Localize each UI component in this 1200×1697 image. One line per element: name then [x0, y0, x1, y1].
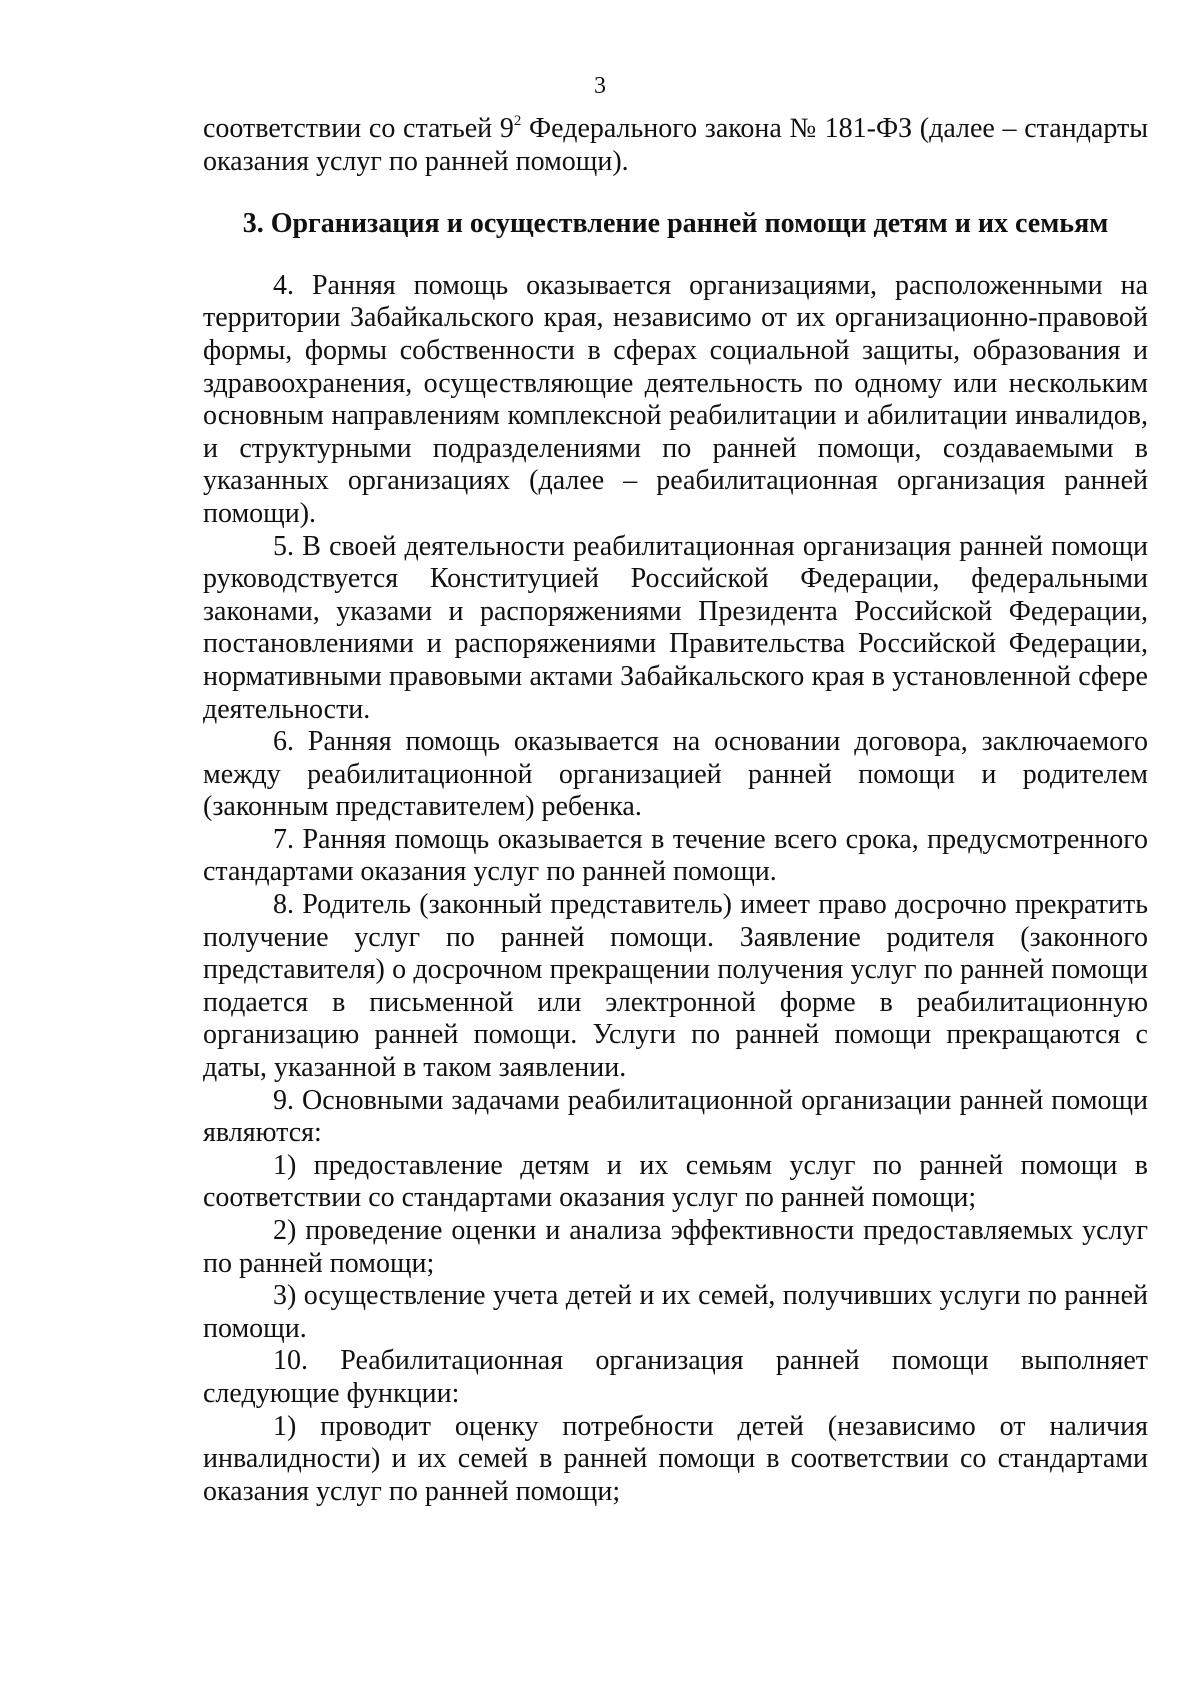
paragraph-9-item-2: 2) проведение оценки и анализа эффективности предоставляемых услуг по ранней помощи;: [203, 1215, 1148, 1279]
intro-superscript: 2: [513, 112, 522, 129]
section-heading: 3. Организация и осуществление ранней помощи детям и их семьям: [242, 208, 1109, 240]
intro-lead: соответствии со статьей 9: [203, 113, 514, 144]
paragraph-10-item-1: 1) проводит оценку потребности детей (независимо от наличия инвалидности) и их семей в ранней помощи в соответствии со стандартами оказания услуг по ранней помощи;: [203, 1410, 1148, 1507]
paragraph-10: 10. Реабилитационная организация ранней помощи выполняет следующие функции:: [203, 1345, 1148, 1409]
paragraph-7: 7. Ранняя помощь оказывается в течение всего срока, предусмотренного стандартами оказания услуг по ранней помощи.: [203, 823, 1148, 888]
paragraph-8: 8. Родитель (законный представитель) имеет право досрочно прекратить получение услуг по ранней помощи. Заявление родителя (законного представителя) о досрочном прекращении получения услуг по ранней помощи подается в письменной или электронной форме в реабилитационную организацию ранней помощи. Услуги по ранней помощи прекращаются с даты, указанной в таком заявлении.: [203, 889, 1148, 1084]
intro-rest: Федерального закона № 181-ФЗ (далее – стандарты оказания услуг по ранней помощи).: [203, 113, 1149, 177]
document-body: [203, 113, 1148, 1508]
paragraph-9: 9. Основными задачами реабилитационной организации ранней помощи являются:: [203, 1084, 1148, 1149]
paragraph-4: 4. Ранняя помощь оказывается организациями, расположенными на территории Забайкальского края, независимо от их организационно-правовой формы, формы собственности в сферах социальной защиты, образования и здравоохранения, осуществляющие деятельность по одному или нескольким основным направлениям комплексной реабилитации и абилитации инвалидов, и структурными подразделениями по ранней помощи, создаваемыми в указанных организациях (далее – реабилитационная организация ранней помощи).: [203, 269, 1148, 529]
paragraph-5: 5. В своей деятельности реабилитационная организация ранней помощи руководствуется Конституцией Российской Федерации, федеральными законами, указами и распоряжениями Президента Российской Федерации, постановлениями и распоряжениями Правительства Российской Федерации, нормативными правовыми актами Забайкальского края в установленной сфере деятельности.: [203, 530, 1148, 725]
paragraph-9-item-3: 3) осуществление учета детей и их семей, получивших услуги по ранней помощи.: [203, 1280, 1148, 1344]
page-number: 3: [594, 73, 606, 99]
paragraph-9-item-1: 1) предоставление детям и их семьям услуг по ранней помощи в соответствии со стандартами оказания услуг по ранней помощи;: [203, 1149, 1148, 1214]
intro-paragraph: [203, 113, 1148, 178]
paragraph-6: 6. Ранняя помощь оказывается на основании договора, заключаемого между реабилитационной организацией ранней помощи и родителем (законным представителем) ребенка.: [203, 726, 1148, 823]
